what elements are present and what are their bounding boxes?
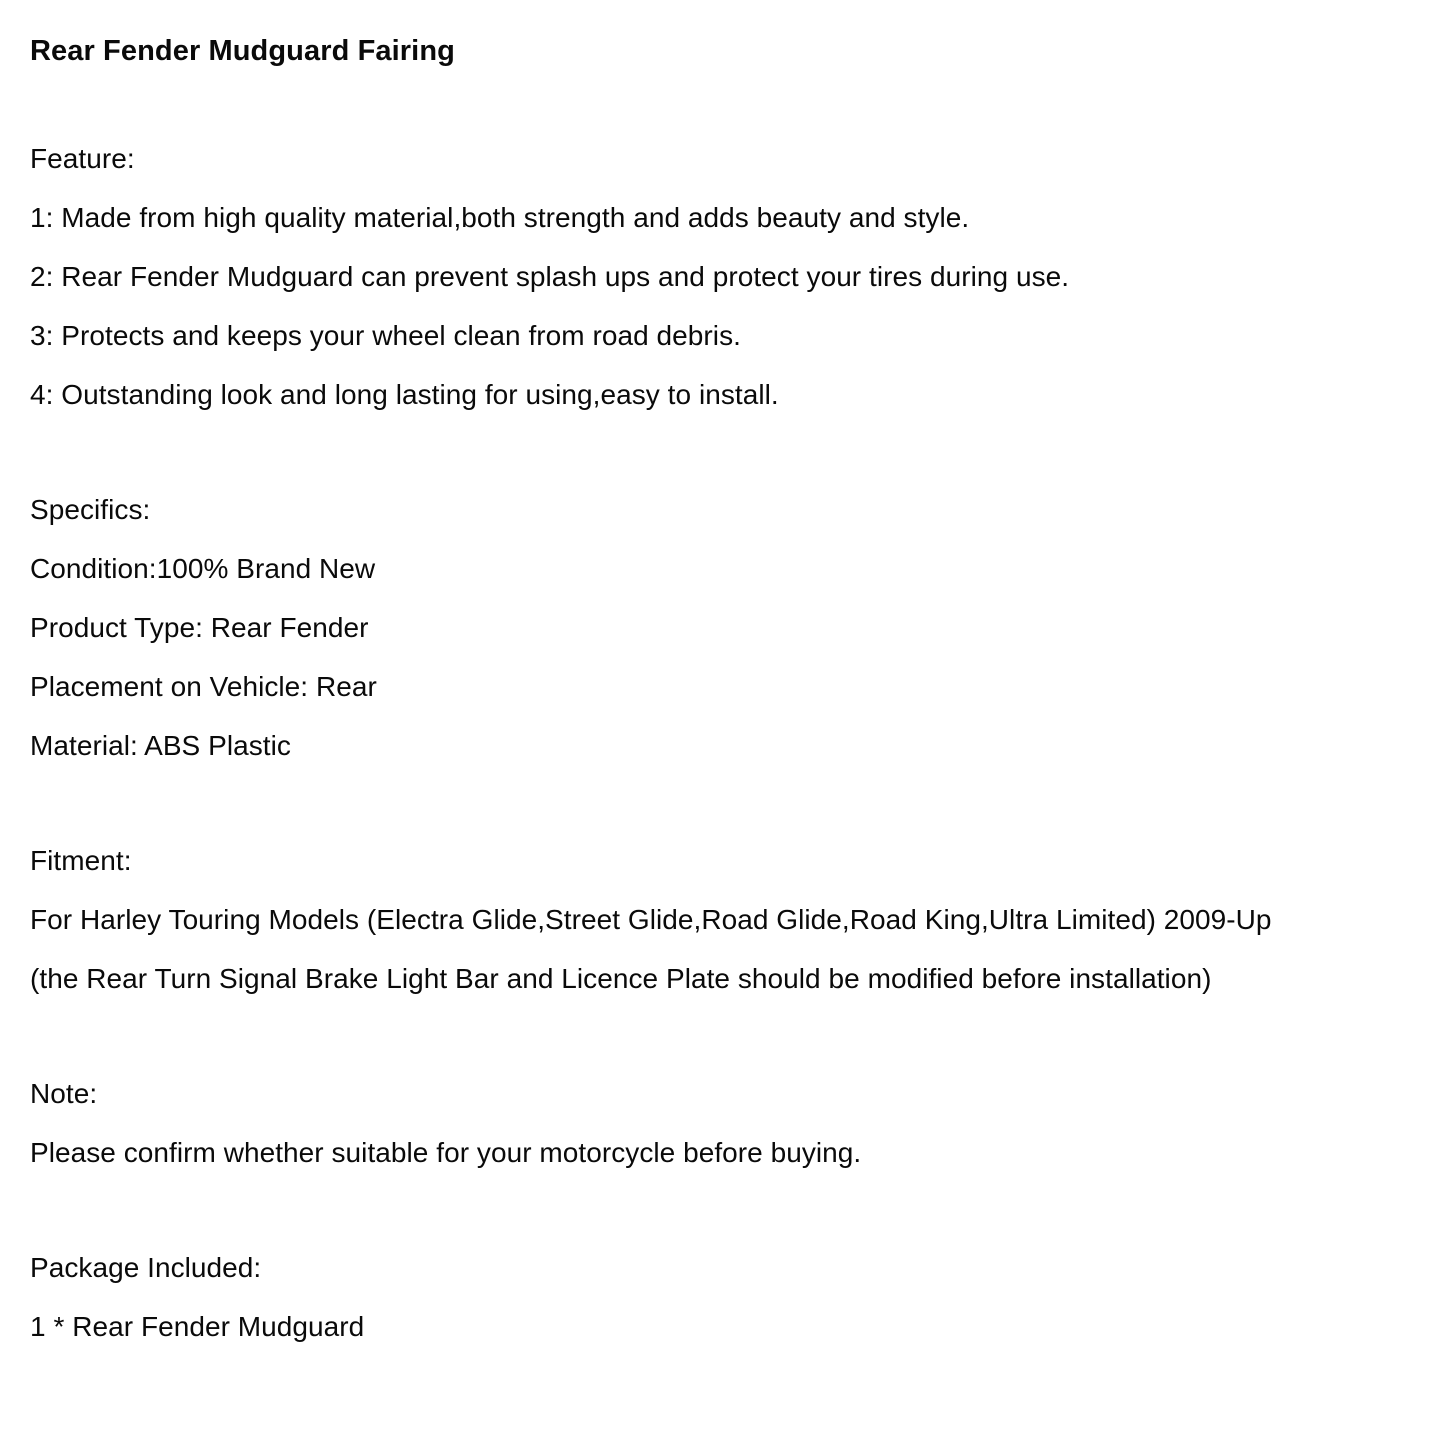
section-heading: Package Included: — [30, 1252, 262, 1284]
spec-product-type: Product Type: Rear Fender — [30, 612, 369, 644]
feature-item-4: 4: Outstanding look and long lasting for using,easy to install. — [30, 379, 779, 411]
spacer — [30, 1008, 1415, 1064]
feature-item-1: 1: Made from high quality material,both strength and adds beauty and style. — [30, 202, 970, 234]
page-title: Rear Fender Mudguard Fairing — [30, 35, 455, 67]
note-text: Please confirm whether suitable for your motorcycle before buying. — [30, 1137, 862, 1169]
spec-material: Material: ABS Plastic — [30, 730, 291, 762]
section-note — [30, 1064, 1415, 1182]
section-feature — [30, 129, 1415, 424]
section-heading: Feature: — [30, 143, 135, 175]
section-package-included — [30, 1238, 1415, 1356]
section-fitment — [30, 831, 1415, 1008]
fitment-models: For Harley Touring Models (Electra Glide,Street Glide,Road Glide,Road King,Ultra Limited) 2009-Up — [30, 904, 1272, 936]
section-heading: Note: — [30, 1078, 98, 1110]
spacer — [30, 775, 1415, 831]
spec-condition: Condition:100% Brand New — [30, 553, 376, 585]
spec-placement: Placement on Vehicle: Rear — [30, 671, 377, 703]
spacer — [30, 424, 1415, 480]
spacer — [30, 1182, 1415, 1238]
package-item-1: 1 * Rear Fender Mudguard — [30, 1311, 365, 1343]
feature-item-2: 2: Rear Fender Mudguard can prevent splash ups and protect your tires during use. — [30, 261, 1070, 293]
section-heading: Fitment: — [30, 845, 132, 877]
spacer — [30, 71, 1415, 129]
section-heading: Specifics: — [30, 494, 151, 526]
fitment-note: (the Rear Turn Signal Brake Light Bar and Licence Plate should be modified before installation) — [30, 963, 1212, 995]
feature-item-3: 3: Protects and keeps your wheel clean from road debris. — [30, 320, 741, 352]
section-specifics — [30, 480, 1415, 775]
